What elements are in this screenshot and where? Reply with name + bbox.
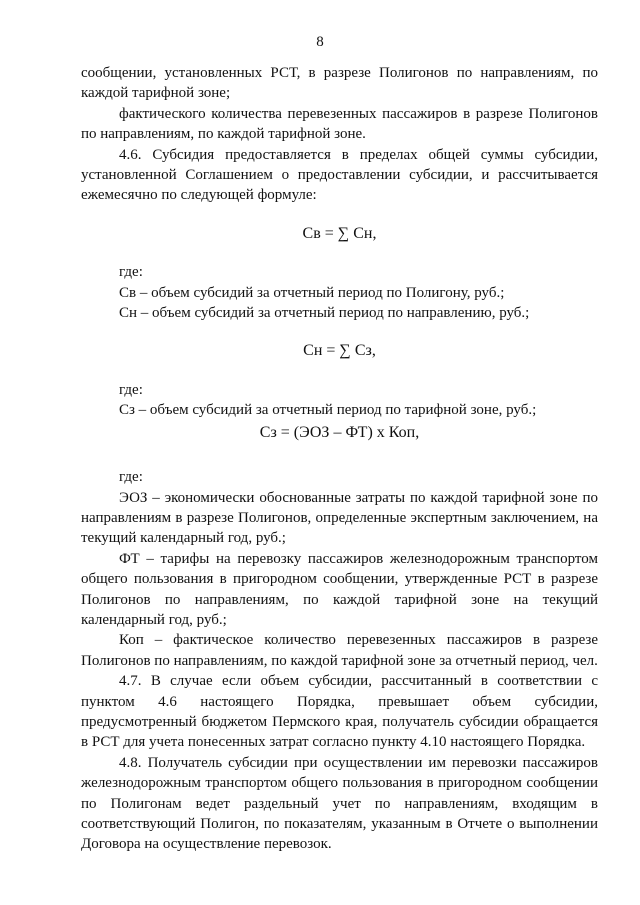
where-label: где:	[119, 469, 143, 486]
paragraph-continuation: сообщении, установленных РСТ, в разрезе Полигонов по направлениям, по каждой тарифной зоне;	[81, 65, 598, 102]
definition-ft: ФТ – тарифы на перевозку пассажиров железнодорожным транспортом общего пользования в пригородном сообщении, утвержденные РСТ в разрезе Полигонов по направлениям, по каждой тарифной зоне на текущий календарный год, руб.;	[81, 550, 598, 628]
document-body	[81, 63, 598, 855]
where-label: где:	[119, 381, 143, 398]
paragraph-4-8: 4.8. Получатель субсидии при осуществлении им перевозки пассажиров железнодорожным транспортом общего пользования в пригородном сообщении по Полигонам ведет раздельный учет по направлениям, входящим в соответствующий Полигон, по показателям, указанным в Отчете о выполнении Договора на осуществление перевозок.	[81, 754, 598, 853]
page-number: 8	[316, 34, 324, 50]
formula-sz: Сз = (ЭОЗ – ФТ) х Коп,	[259, 423, 420, 441]
definition-eoz: ЭОЗ – экономически обоснованные затраты по каждой тарифной зоне по направлениям в разрезе Полигонов, определенные экспертным заключением, на текущий календарный год, руб.;	[81, 489, 598, 547]
paragraph-4-6: 4.6. Субсидия предоставляется в пределах общей суммы субсидии, установленной Соглашением о предоставлении субсидии, и рассчитывается ежемесячно по следующей формуле:	[81, 146, 598, 204]
formula-sv: Св = ∑ Сн,	[302, 224, 377, 242]
paragraph-passengers: фактического количества перевезенных пассажиров в разрезе Полигонов по направлениям, по каждой тарифной зоне.	[81, 105, 598, 143]
definition-sn: Сн – объем субсидий за отчетный период по направлению, руб.;	[119, 305, 530, 322]
where-label: где:	[119, 264, 143, 281]
formula-sn: Сн = ∑ Сз,	[303, 342, 376, 360]
definition-sz: Сз – объем субсидий за отчетный период по тарифной зоне, руб.;	[119, 402, 537, 419]
paragraph-4-7: 4.7. В случае если объем субсидии, рассчитанный в соответствии с пунктом 4.6 настоящего Порядка, превышает объем субсидии, предусмотренный бюджетом Пермского края, получатель субсидии обращается в РСТ для учета понесенных затрат согласно пункту 4.10 настоящего Порядка.	[81, 673, 598, 751]
definition-sv: Св – объем субсидий за отчетный период по Полигону, руб.;	[119, 284, 505, 301]
definition-kop: Коп – фактическое количество перевезенных пассажиров в разрезе Полигонов по направлениям, по каждой тарифной зоне за отчетный период, чел.	[81, 632, 598, 669]
